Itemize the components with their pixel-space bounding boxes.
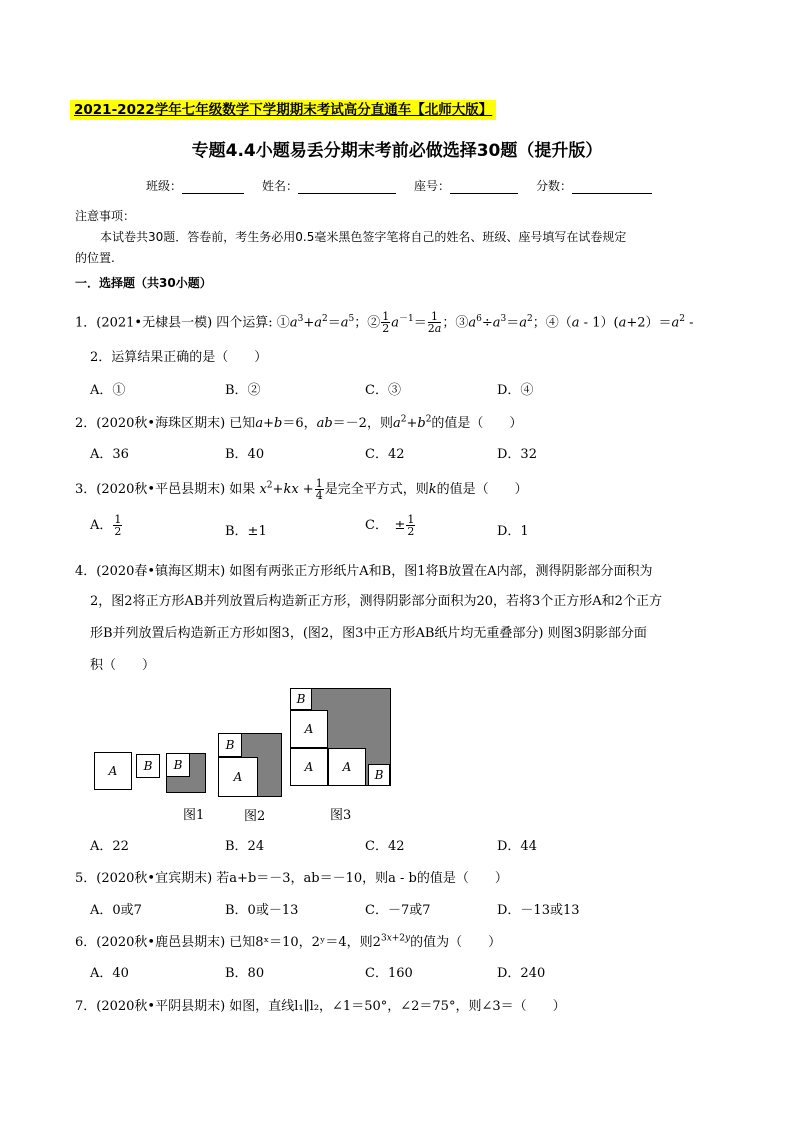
- notes-heading: 注意事项：: [75, 209, 136, 223]
- field-score: 分数：: [536, 177, 652, 194]
- question-3: 3．(2020秋•平邑县期末) 如果 $x^2+kx$ + $\frac{1}{4}$ 是完全平方式，则k的值是（ ）: [75, 477, 528, 502]
- fig2-square-a: A: [218, 757, 258, 797]
- field-class: 班级：: [146, 177, 244, 194]
- question-2: 2．(2020秋•海珠区期末) 已知a+b＝6，ab＝－2，则$a^2+b^2$的值是（ ）: [75, 414, 523, 431]
- q5-option-c[interactable]: C．－7或7: [365, 903, 431, 918]
- fig1-inner-b: B: [166, 753, 190, 777]
- q2-option-d[interactable]: D．32: [497, 447, 537, 462]
- fig3-square-b-top: B: [290, 688, 312, 710]
- fig3-square-b-bottom: B: [368, 764, 390, 786]
- q5-option-b[interactable]: B．0或－13: [225, 903, 299, 918]
- notes-line1: 本试卷共30题．答卷前，考生务必用0.5毫米黑色签字笔将自己的姓名、班级、座号填写在试卷规定: [100, 230, 627, 244]
- fig3-square-a-top: A: [290, 710, 328, 748]
- q4-option-a[interactable]: A．22: [90, 839, 129, 854]
- fig3-square-a-bottom-mid: A: [328, 748, 366, 786]
- section-heading: 一．选择题（共30小题）: [75, 276, 212, 290]
- q1-option-d[interactable]: D．④: [497, 383, 534, 398]
- q3-option-b[interactable]: B．±1: [225, 524, 267, 539]
- fig3-square-a-bottom-left: A: [290, 748, 328, 786]
- q5-option-a[interactable]: A．0或7: [90, 903, 142, 918]
- field-seat: 座号：: [414, 177, 518, 194]
- q2-option-b[interactable]: B．40: [225, 447, 265, 462]
- q4-option-c[interactable]: C．42: [365, 839, 405, 854]
- q1-option-b[interactable]: B．②: [225, 383, 261, 398]
- q4-option-d[interactable]: D．44: [497, 839, 537, 854]
- question-6: 6．(2020秋•鹿邑县期末) 已知8ˣ＝10，2ʸ＝4，则$2^{3x+2y}$的值为（ ）: [75, 933, 502, 950]
- question-4-line1: 4．(2020春•镇海区期末) 如图有两张正方形纸片A和B，图1将B放置在A内部，测得阴影部分面积为: [75, 564, 653, 579]
- question-1-cont: 2．运算结果正确的是（ ）: [90, 350, 268, 365]
- fig2-caption: 图2: [244, 809, 266, 824]
- q4-option-b[interactable]: B．24: [225, 839, 265, 854]
- question-4-line2: 2，图2将正方形AB并列放置后构造新正方形，测得阴影部分面积为20，若将3个正方形A和2个正方: [90, 594, 662, 609]
- q1-option-a[interactable]: A．①: [90, 383, 126, 398]
- q5-option-d[interactable]: D．－13或13: [497, 903, 580, 918]
- question-1: 1．(2021•无棣县一模) 四个运算: $①a^3+a^2=a^5$；② $\frac{1}{2}$ $a^{-1}=$ $\frac{1}{2a}$ ；$③a^6\div a^3=a^2$；④（a - $1)(a+2)=a^2$ -: [75, 310, 694, 336]
- q3-option-d[interactable]: D．1: [497, 524, 529, 539]
- q1-option-c[interactable]: C．③: [365, 383, 401, 398]
- q2-option-a[interactable]: A．36: [90, 447, 129, 462]
- q6-option-b[interactable]: B．80: [225, 966, 265, 981]
- fig1-square-b: B: [136, 754, 160, 778]
- q3-option-a[interactable]: A． $\frac{1}{2}$: [90, 513, 122, 538]
- question-4-line3: 形B并列放置后构造新正方形如图3，(图2，图3中正方形AB纸片均无重叠部分) 则图3阴影部分面: [90, 626, 647, 641]
- q6-option-d[interactable]: D．240: [497, 966, 546, 981]
- fig2-square-b: B: [218, 733, 242, 757]
- question-5: 5．(2020秋•宜宾期末) 若a+b＝－3，ab＝－10，则a - b的值是（ ）: [75, 871, 508, 886]
- q2-option-c[interactable]: C．42: [365, 447, 405, 462]
- fig3-caption: 图3: [330, 808, 352, 823]
- header-banner: 2021-2022学年七年级数学下学期期末考试高分直通车【北师大版】: [70, 100, 496, 120]
- question-4-line4: 积（ ）: [90, 658, 156, 673]
- q6-option-a[interactable]: A．40: [90, 966, 129, 981]
- notes-line2: 的位置.: [75, 251, 115, 265]
- fig1-square-a: A: [94, 752, 132, 790]
- fig1-caption: 图1: [183, 808, 205, 823]
- q3-option-c[interactable]: C． ± $\frac{1}{2}$: [365, 513, 415, 538]
- q6-option-c[interactable]: C．160: [365, 966, 413, 981]
- page-title: 专题4.4小题易丢分期末考前必做选择30题（提升版）: [191, 141, 603, 161]
- question-7: 7．(2020秋•平阴县期末) 如图，直线l₁∥l₂，∠1＝50°，∠2＝75°，则∠3＝（ ）: [75, 999, 566, 1014]
- field-name: 姓名：: [262, 177, 396, 194]
